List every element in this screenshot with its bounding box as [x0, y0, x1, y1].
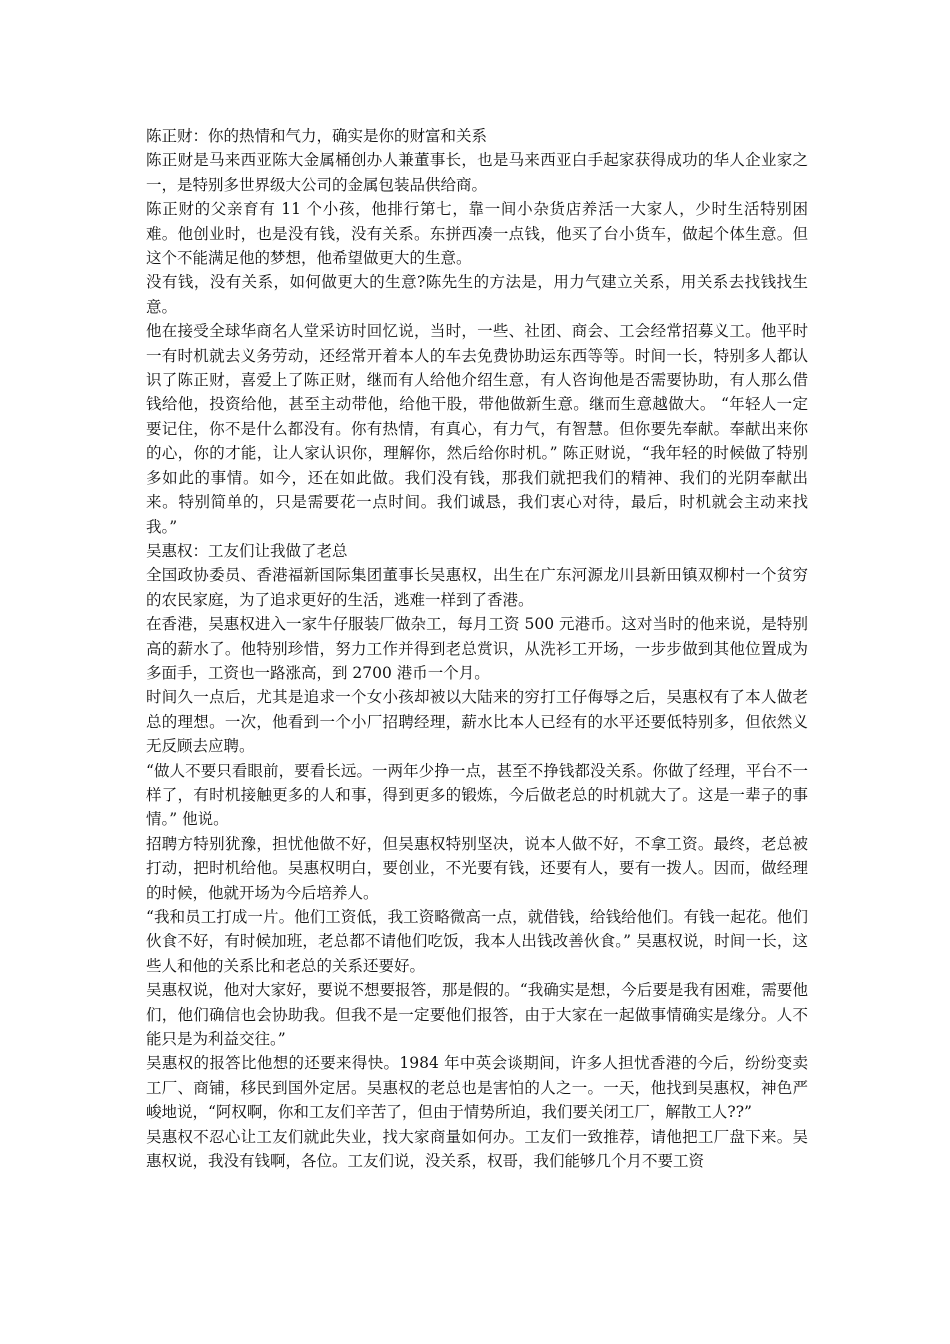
paragraph: 招聘方特别犹豫，担忧他做不好，但吴惠权特别坚决，说本人做不好，不拿工资。最终，老总被打动，把时机给他。吴惠权明白，要创业，不光要有钱，还要有人，要有一拨人。因而，做经理的时候，他就开场为今后培养人。 — [146, 834, 808, 902]
paragraph: “做人不要只看眼前，要看长远。一两年少挣一点，甚至不挣钱都没关系。你做了经理，平台不一样了，有时机接触更多的人和事，得到更多的锻炼，今后做老总的时机就大了。这是一辈子的事情。” 他说。 — [146, 761, 808, 829]
section-heading-chen: 陈正财：你的热情和气力，确实是你的财富和关系 — [146, 127, 488, 145]
paragraph: 全国政协委员、香港福新国际集团董事长吴惠权，出生在广东河源龙川县新田镇双柳村一个贫穷的农民家庭，为了追求更好的生活，逃难一样到了香港。 — [146, 566, 808, 609]
paragraph: “我和员工打成一片。他们工资低，我工资略微高一点，就借钱，给钱给他们。有钱一起花。他们伙食不好，有时候加班，老总都不请他们吃饭，我本人出钱改善伙食。” 吴惠权说，时间一长，这些人和他的关系比和老总的关系还要好。 — [146, 908, 808, 975]
paragraph: 陈正财是马来西亚陈大金属桶创办人兼董事长，也是马来西亚白手起家获得成功的华人企业家之一，是特别多世界级大公司的金属包装品供给商。 — [146, 151, 808, 194]
section-heading-wu: 吴惠权：工友们让我做了老总 — [146, 541, 348, 560]
paragraph: 吴惠权说，他对大家好，要说不想要报答，那是假的。“我确实是想，今后要是我有困难，需要他们，他们确信也会协助我。但我不是一定要他们报答，由于大家在一起做事情确实是缘分。人不能只是为利益交往。” — [146, 981, 808, 1049]
paragraph: 时间久一点后，尤其是追求一个女小孩却被以大陆来的穷打工仔侮辱之后，吴惠权有了本人做老总的理想。一次，他看到一个小厂招聘经理，薪水比本人已经有的水平还要低特别多，但依然义无反顾去应聘。 — [146, 688, 808, 756]
paragraph: 他在接受全球华商名人堂采访时回忆说，当时，一些、社团、商会、工会经常招募义工。他平时一有时机就去义务劳动，还经常开着本人的车去免费协助运东西等等。时间一长，特别多人都认识了陈正财，喜爱上了陈正财，继而有人给他介绍生意，有人咨询他是否需要协助，有人那么借钱给他，投资给他，甚至主动带他，给他干股，带他做新生意。继而生意越做大。 “年轻人一定要记住，你不是什么都没有。你有热情，有真心，有力气，有智慧。但你要先奉献。奉献出来你的心，你的才能，让人家认识你，理解你，然后给你时机。” 陈正财说，“我年轻的时候做了特别多如此的事情。如今，还在如此做。我们没有钱，那我们就把我们的精神、我们的光阴奉献出来。特别简单的，只是需要花一点时间。我们诚恳，我们衷心对待，最后，时机就会主动来找我。” — [146, 322, 808, 536]
paragraph: 吴惠权不忍心让工友们就此失业，找大家商量如何办。工友们一致推荐，请他把工厂盘下来。吴惠权说，我没有钱啊，各位。工友们说，没关系，权哥，我们能够几个月不要工资 — [146, 1127, 808, 1171]
paragraph: 陈正财的父亲育有 11 个小孩，他排行第七，靠一间小杂货店养活一大家人，少时生活特别困难。他创业时，也是没有钱，没有关系。东拼西凑一点钱，他买了台小货车，做起个体生意。但这个不能满足他的梦想，他希望做更大的生意。 — [146, 200, 808, 268]
paragraph: 没有钱，没有关系，如何做更大的生意?陈先生的方法是，用力气建立关系，用关系去找钱找生意。 — [146, 273, 808, 316]
paragraph: 在香港，吴惠权进入一家牛仔服装厂做杂工，每月工资 500 元港币。这对当时的他来说，是特别高的薪水了。他特别珍惜，努力工作并得到老总赏识，从洗衫工开场，一步步做到其他位置成为多面手，工资也一路涨高，到 2700 港币一个月。 — [146, 615, 808, 682]
document-body — [146, 124, 808, 1173]
paragraph: 吴惠权的报答比他想的还要来得快。1984 年中英会谈期间，许多人担忧香港的今后，纷纷变卖工厂、商铺，移民到国外定居。吴惠权的老总也是害怕的人之一。一天，他找到吴惠权，神色严峻地说，“阿权啊，你和工友们辛苦了，但由于情势所迫，我们要关闭工厂，解散工人??” — [146, 1054, 808, 1122]
